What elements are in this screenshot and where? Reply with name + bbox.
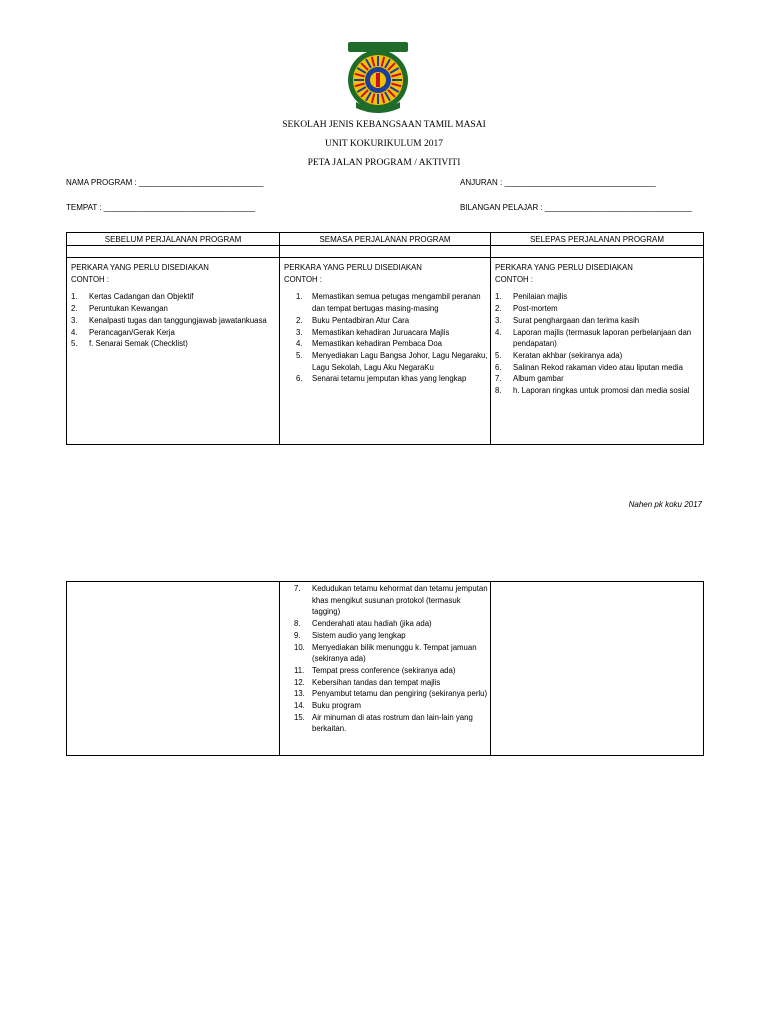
list-item-number: 5. xyxy=(71,339,78,349)
program-roadmap-table xyxy=(66,232,704,445)
list-item-text: Kedudukan tetamu kehormat dan tetamu jemputan khas mengikut susunan protokol (termasuk tagging) xyxy=(312,584,488,617)
list-item-number: 3. xyxy=(296,327,303,337)
anjuran-field: ANJURAN : __________________________________ xyxy=(460,178,656,187)
list-item-text: Buku program xyxy=(312,701,361,711)
document-title: PETA JALAN PROGRAM / AKTIVITI xyxy=(307,158,461,168)
list-item-number: 1. xyxy=(296,292,303,302)
list-item-number: 10. xyxy=(294,642,305,652)
tempat-field: TEMPAT : __________________________________ xyxy=(66,203,256,212)
bilangan-pelajar-field: BILANGAN PELAJAR : _________________________________ xyxy=(460,203,692,212)
list-item-number: 2. xyxy=(71,304,78,314)
list-item xyxy=(71,315,279,327)
list-item-number: 6. xyxy=(296,374,303,384)
list-item-number: 1. xyxy=(495,292,502,302)
list-item-number: 5. xyxy=(296,350,303,360)
list-item-text: Kenalpasti tugas dan tanggungjawab jawatankuasa xyxy=(89,315,267,325)
list-item-text: Senarai tetamu jemputan khas yang lengkap xyxy=(312,374,467,384)
list-item xyxy=(280,618,490,630)
list-item xyxy=(71,338,279,350)
continued-selepas-cell xyxy=(491,582,704,756)
list-item xyxy=(71,291,279,303)
sebelum-cell xyxy=(67,258,280,445)
list-item-number: 2. xyxy=(495,304,502,314)
list-item-text: Buku Pentadbiran Atur Cara xyxy=(312,315,410,325)
school-name: SEKOLAH JENIS KEBANGSAAN TAMIL MASAI xyxy=(282,120,486,130)
header-semasa: SEMASA PERJALANAN PROGRAM xyxy=(280,233,491,246)
list-item xyxy=(280,315,490,327)
list-item xyxy=(495,362,703,374)
list-item-text: h. Laporan ringkas untuk promosi dan media sosial xyxy=(513,386,690,396)
list-item xyxy=(280,327,490,339)
school-crest-logo xyxy=(346,40,410,114)
continued-sebelum-cell xyxy=(67,582,280,756)
list-item-text: Perancagan/Gerak Kerja xyxy=(89,327,175,337)
list-item-text: Menyediakan Lagu Bangsa Johor, Lagu Negaraku, Lagu Sekolah, Lagu Aku NegaraKu xyxy=(312,350,488,372)
list-item-number: 3. xyxy=(495,315,502,325)
list-item-text: Kebersihan tandas dan tempat majlis xyxy=(312,677,441,687)
list-item xyxy=(280,700,490,712)
selepas-cell xyxy=(491,258,704,445)
list-item-text: Penilaian majlis xyxy=(513,292,568,302)
list-item xyxy=(495,350,703,362)
nama-program-field: NAMA PROGRAM : ____________________________ xyxy=(66,178,264,187)
table-content-row xyxy=(67,258,704,445)
list-item xyxy=(280,373,490,385)
list-item-number: 4. xyxy=(71,327,78,337)
list-item-number: 7. xyxy=(294,584,301,593)
list-item xyxy=(71,327,279,339)
list-item-text: f. Senarai Semak (Checklist) xyxy=(89,339,188,349)
selepas-contoh: CONTOH : xyxy=(495,274,533,284)
list-item-text: Post-mortem xyxy=(513,304,558,314)
list-item-text: Laporan majlis (termasuk laporan perbelanjaan dan pendapatan) xyxy=(513,327,692,349)
list-item-number: 4. xyxy=(296,339,303,349)
footer-note: Nahen pk koku 2017 xyxy=(628,500,702,509)
list-item-text: Sistem audio yang lengkap xyxy=(312,630,406,640)
continued-semasa-cell xyxy=(280,582,491,756)
list-item xyxy=(495,303,703,315)
unit-name: UNIT KOKURIKULUM 2017 xyxy=(324,139,444,149)
list-item xyxy=(495,315,703,327)
list-item xyxy=(280,291,490,314)
table-header-row xyxy=(67,233,704,246)
list-item xyxy=(495,373,703,385)
semasa-heading: PERKARA YANG PERLU DISEDIAKAN xyxy=(284,263,422,272)
list-item xyxy=(495,291,703,303)
list-item-number: 8. xyxy=(294,619,301,629)
list-item-number: 7. xyxy=(495,374,502,384)
list-item-number: 15. xyxy=(294,712,305,722)
list-item xyxy=(495,385,703,397)
list-item-number: 6. xyxy=(495,362,502,372)
list-item-text: Peruntukan Kewangan xyxy=(89,304,168,314)
list-item-text: Menyediakan bilik menunggu k. Tempat jamuan (sekiranya ada) xyxy=(312,642,477,664)
list-item-text: Penyambut tetamu dan pengiring (sekiranya perlu) xyxy=(312,689,488,699)
sebelum-contoh: CONTOH : xyxy=(71,274,109,284)
list-item-text: Cenderahati atau hadiah (jika ada) xyxy=(312,619,432,629)
list-item-number: 3. xyxy=(71,315,78,325)
sebelum-heading: PERKARA YANG PERLU DISEDIAKAN xyxy=(71,263,209,272)
table-spacer-row xyxy=(67,246,704,258)
selepas-heading: PERKARA YANG PERLU DISEDIAKAN xyxy=(495,263,633,272)
list-item-number: 5. xyxy=(495,350,502,360)
list-item-number: 9. xyxy=(294,630,301,640)
list-item-text: Salinan Rekod rakaman video atau liputan media xyxy=(513,362,683,372)
list-item-number: 8. xyxy=(495,386,502,396)
list-item-text: Tempat press conference (sekiranya ada) xyxy=(312,665,456,675)
header-sebelum: SEBELUM PERJALANAN PROGRAM xyxy=(67,233,280,246)
list-item-text: Memastikan semua petugas mengambil peranan dan tempat bertugas masing-masing xyxy=(312,292,481,314)
list-item-number: 4. xyxy=(495,327,502,337)
program-roadmap-table-continued xyxy=(66,581,704,756)
list-item xyxy=(280,677,490,689)
list-item-number: 1. xyxy=(71,292,78,302)
header-selepas: SELEPAS PERJALANAN PROGRAM xyxy=(491,233,704,246)
list-item xyxy=(280,350,490,373)
list-item xyxy=(280,583,490,618)
semasa-cell xyxy=(280,258,491,445)
list-item xyxy=(280,712,490,735)
semasa-contoh: CONTOH : xyxy=(284,274,322,284)
list-item xyxy=(280,665,490,677)
list-item-text: Kertas Cadangan dan Objektif xyxy=(89,292,194,302)
list-item-number: 12. xyxy=(294,677,305,687)
list-item-number: 14. xyxy=(294,701,305,711)
list-item xyxy=(495,327,703,350)
list-item xyxy=(280,338,490,350)
list-item-number: 2. xyxy=(296,315,303,325)
selepas-list xyxy=(491,291,703,396)
list-item-text: Air minuman di atas rostrum dan lain-lain yang berkaitan. xyxy=(312,712,473,734)
list-item-text: Keratan akhbar (sekiranya ada) xyxy=(513,350,623,360)
list-item-text: Memastikan kehadiran Juruacara Majlis xyxy=(312,327,450,337)
list-item xyxy=(280,642,490,665)
continued-content-row xyxy=(67,582,704,756)
list-item xyxy=(280,688,490,700)
list-item-number: 13. xyxy=(294,689,305,699)
continued-semasa-list xyxy=(280,583,490,735)
list-item-number: 11. xyxy=(294,665,305,675)
list-item-text: Surat penghargaan dan terima kasih xyxy=(513,315,640,325)
semasa-list xyxy=(280,291,490,385)
list-item-text: Album gambar xyxy=(513,374,564,384)
sebelum-list xyxy=(67,291,279,350)
list-item xyxy=(280,630,490,642)
list-item xyxy=(71,303,279,315)
list-item-text: Memastikan kehadiran Pembaca Doa xyxy=(312,339,443,349)
